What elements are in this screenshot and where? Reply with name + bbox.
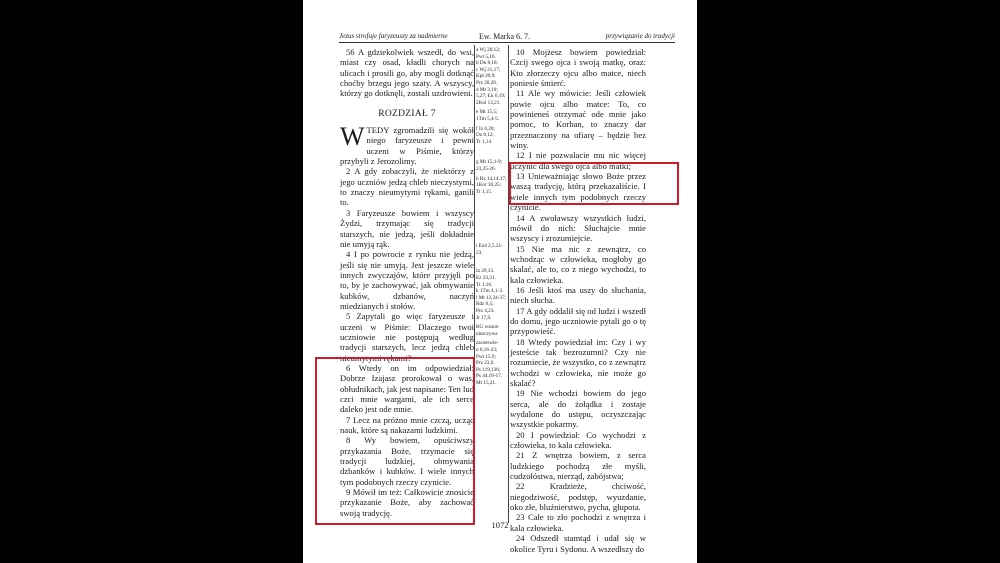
verse-7-22: 22 Kradzieże, chciwość, niegodziwość, podstęp, wyuzdanie, oko złe, bluźnierstwo, pycha, głupota.: [510, 481, 646, 513]
verse-7-11: 11 Ale wy mówicie: Jeśli człowiek powie ojcu albo matce: To, co powinieneś otrzymać ode mnie jako pomoc, to Korban, to znaczy dar przeznaczony na ofiarę – będzie bez winy.: [510, 88, 646, 151]
reference-block: zaczerwie- n 6,16-23; Pwt 15,9; Prz 23,6. Ps 119,136; Ps 44,16-17. Mt 15,21.: [476, 340, 503, 386]
highlight-box-verse-13: [509, 162, 679, 205]
verse-7-4: 4 I po powrocie z rynku nie jedzą, jeśli się nie umyją. Jest jeszcze wiele innych zwyczajów, które przyjęli po to, by je zachowywać, jak obmywanie kubków, dzbanów, naczyń miedzianych i stołów.: [340, 249, 474, 311]
reference-block: Iz 29,13. Ez 33,31. Tt 1,16. k 1Tm 4,1-3. l Mt 12,34-37; Rdz 6,5; Prz 4,23. Jr 17,9.: [476, 268, 507, 321]
verse-7-21: 21 Z wnętrza bowiem, z serca ludzkiego pochodzą złe myśli, cudzołóstwa, nierząd, zabójstwa;: [510, 450, 646, 482]
running-header-right: przywiązanie do tradycji: [605, 32, 675, 40]
page-number: 1072: [491, 520, 509, 530]
verse-7-6: 6 Wtedy on im odpowiedział: Dobrze Izajasz prorokował o was, obłudnikach, jak jest napisane: Ten lud czci mnie wargami, ale ich serce daleko jest ode mnie.: [340, 362, 474, 415]
highlight-box-verses-6-9: [315, 357, 475, 525]
reference-block: BG wznoś- niszczywa: [476, 324, 500, 337]
verse-7-19: 19 Nie wchodzi bowiem do jego serca, ale do żołądka i zostaje wydalone do ustępu, oczyszczając wszystkie pokarmy.: [510, 388, 646, 430]
verse-7-24: 24 Odszedł stamtąd i udał się w okolice Tyru i Sydonu. A wszedłszy do: [510, 533, 646, 554]
verse-7-10: 10 Mojżesz bowiem powiedział: Czcij swego ojca i swoją matkę, oraz: Kto złorzeczy ojcu albo matce, niech poniesie śmierć.: [510, 47, 646, 89]
running-header-left: Jezus strofuje faryzeuszy za nadmierne: [339, 32, 448, 40]
verse-7-5: 5 Zapytali go więc faryzeusze i uczeni w Piśmie: Dlaczego twoi uczniowie nie postępują według tradycji starszych, lecz jedzą chleb nieumytymi rękami?: [340, 311, 474, 363]
verse-7-17: 17 A gdy oddalił się od ludzi i wszedł do domu, jego uczniowie pytali go o tę przypowieść.: [510, 305, 646, 337]
header-rule: [339, 42, 675, 43]
reference-block: h Rz 14,14.17; 1Kor 10,25; Tt 1,15.: [476, 175, 507, 195]
reference-block: f Iz 6,20; Oz 8,12; Tt 1,14.: [476, 125, 495, 145]
chapter-heading: ROZDZIAŁ 7: [378, 108, 436, 119]
verse-7-8: 8 Wy bowiem, opuściwszy przykazania Boże, trzymacie się tradycji ludzkiej, obmywania dzbanków i kubków. I wiele innych tym podobnych rzeczy czynicie.: [340, 435, 474, 487]
reference-block: g Mt 15,1-9; 23,25-26.: [476, 159, 503, 172]
verse-7-3: 3 Faryzeusze bowiem i wszyscy Żydzi, trzymając się tradycji starszych, nie jedzą, jeśli dokładnie nie umyją rąk.: [340, 207, 474, 249]
reference-block: a Wj 20,12; Pwt 5,16. b Dn 8,18. c Wj 21,17; Kpł 20,9; Prz 20,20. d Mt 3,10; 5,27; Łk 6,19; 2Kol 13,21.: [476, 47, 506, 106]
verse-7-2: 2 A gdy zobaczyli, że niektórzy z jego uczniów jedzą chleb nieczystymi, to znaczy nieumytymi rękami, ganili to.: [340, 166, 474, 208]
running-header-center: Ew. Marka 6. 7.: [479, 32, 531, 41]
cross-references: [476, 47, 508, 390]
verse-7-13: 13 Unieważniając słowo Boże przez waszą tradycję, którą przekazaliście. I wiele innych tym podobnych rzeczy czynicie.: [510, 171, 646, 213]
verse-7-9: 9 Mówił im też: Całkowicie znosicie przykazanie Boże, aby zachować swoją tradycję.: [340, 487, 474, 518]
verse-7-12: 12 I nie pozwalacie mu nic więcej uczynić dla swego ojca albo matki;: [510, 150, 646, 171]
column-divider-right: [508, 45, 509, 523]
verse-7-23: 23 Całe to zło pochodzi z wnętrza i kala człowieka.: [510, 512, 646, 533]
verse-7-20: 20 I powiedział: Co wychodzi z człowieka, to kala człowieka.: [510, 429, 646, 451]
verse-7-16: 16 Jeśli ktoś ma uszy do słuchania, niech słucha.: [510, 284, 646, 306]
verse-7-15: 15 Nie ma nic z zewnątrz, co wchodząc w człowieka, mogłoby go skalać, ale to, co z niego wychodzi, to kala człowieka.: [510, 243, 646, 285]
right-text-column: [510, 47, 646, 554]
verse-7-7: 7 Lecz na próżno mnie czczą, ucząc nauk, które są nakazami ludzkimi.: [340, 414, 474, 436]
verse-6-56: 56 A gdziekolwiek wszedł, do wsi, miast czy osad, kładli chorych na ulicach i prosili go, aby mogli dotknąć choćby brzegu jego szaty. A wszyscy, którzy go dotknęli, zostali uzdrowieni.: [340, 47, 474, 99]
verse-7-18: 18 Wtedy powiedział im: Czy i wy jesteście tak bezrozumni? Czy nie rozumiecie, że wszystko, co z zewnątrz wchodzi w człowieka, nie może go skalać?: [510, 336, 646, 388]
verse-7-1: WTEDY zgromadzili się wokół niego faryzeusze i pewni uczeni w Piśmie, którzy przybyli z Jerozolimy.: [340, 122, 474, 167]
reference-block: i Ezd 2,5.21-23.: [476, 243, 503, 256]
verse-7-14: 14 A zwoławszy wszystkich ludzi, mówił do nich: Słuchajcie mnie wszyscy i zrozumiejcie.: [510, 212, 646, 244]
drop-cap: W: [340, 122, 365, 152]
reference-block: e Mt 15,5; 1Tm 5,4-5.: [476, 109, 500, 122]
